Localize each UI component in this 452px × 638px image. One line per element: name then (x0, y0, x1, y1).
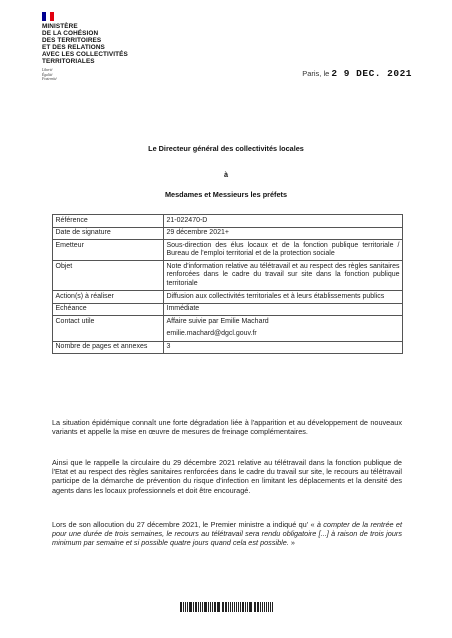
flag-red (50, 12, 54, 21)
emitter-label: Emetteur (53, 240, 164, 261)
barcode-bar (270, 602, 271, 612)
flag-icon (42, 12, 54, 21)
sender-line: Le Directeur général des collectivités locales (148, 144, 304, 153)
object-value: Note d'information relative au télétravail et au respect des règles sanitaires renforcées dans le cadre du travail sur site dans la fonction publique territoriale (164, 261, 403, 291)
table-row (53, 240, 403, 261)
contact-person: Affaire suivie par Emilie Machard (166, 317, 269, 325)
barcode-bar (250, 602, 252, 612)
contact-email: emilie.machard@dgcl.gouv.fr (166, 330, 257, 338)
recipients-line: Mesdames et Messieurs les préfets (164, 190, 288, 199)
table-row (53, 291, 403, 304)
republic-motto: Liberté Égalité Fraternité (42, 68, 57, 82)
barcode-bar (225, 602, 227, 612)
contact-label: Contact utile (53, 316, 164, 341)
barcode-bar (212, 602, 213, 612)
barcode-bar (195, 602, 197, 612)
date-stamp: 2 9 DEC. 2021 (331, 68, 412, 79)
signature-date-value: 29 décembre 2021+ (164, 227, 403, 240)
deadline-label: Echéance (53, 303, 164, 316)
ministry-name: MINISTÈRE DE LA COHÉSION DES TERRITOIRES ET DES RELATIONS AVEC LES COLLECTIVITÉS TERRITORIALES (42, 23, 128, 65)
paragraph-1: La situation épidémique connaît une forte dégradation liée à l'apparition et au développement de nouveaux variants et appelle la mise en œuvre de mesures de freinage complémentaires. (52, 418, 402, 437)
paragraph-3 (52, 520, 402, 548)
barcode-bar (187, 602, 188, 612)
metadata-table (52, 214, 403, 354)
barcode-bar (264, 602, 265, 612)
contact-cell (164, 316, 403, 341)
table-row (53, 227, 403, 240)
barcode-bar (219, 602, 220, 612)
paragraph-3-end: » (288, 538, 295, 548)
ministry-logo (42, 12, 128, 81)
table-row (53, 215, 403, 228)
barcode-bar (205, 602, 207, 612)
barcode-bar (268, 602, 270, 612)
actions-value: Diffusion aux collectivités territoriales et à leurs établissements publics (164, 291, 403, 304)
pages-label: Nombre de pages et annexes (53, 341, 164, 354)
to-word: à (223, 170, 229, 179)
table-row (53, 316, 403, 341)
paragraph-2: Ainsi que le rappelle la circulaire du 29 décembre 2021 relative au télétravail dans la fonction publique de l'Etat et au respect des règles sanitaires renforcées dans le cadre du travail sur site, le recours au télétravail participe de la démarche de prévention du risque d'infection en limitant les déplacements et la densité des agents dans les locaux professionnels et doit être encouragé. (52, 458, 402, 495)
barcode (180, 602, 274, 612)
paragraph-3-quote: à compter de la rentrée et pour une durée de trois semaines, le recours au télétravail sera rendu obligatoire [...] à raison de trois jours minimum par semaine et si possible quatre jours quand cela est possible. (52, 520, 402, 548)
barcode-bar (189, 602, 191, 612)
reference-label: Référence (53, 215, 164, 228)
deadline-value: Immédiate (164, 303, 403, 316)
reference-value: 21-022470-D (164, 215, 403, 228)
barcode-bar (180, 602, 182, 612)
table-row (53, 341, 403, 354)
date-prefix: Paris, le (302, 69, 330, 78)
signature-date-label: Date de signature (53, 227, 164, 240)
barcode-bar (238, 602, 239, 612)
barcode-bar (236, 602, 238, 612)
barcode-bar (217, 602, 219, 612)
emitter-value: Sous-direction des élus locaux et de la fonction publique territoriale / Bureau de l'emploi territorial et de la protection sociale (164, 240, 403, 261)
table-row (53, 261, 403, 291)
barcode-bar (200, 602, 201, 612)
barcode-bar (272, 602, 273, 612)
barcode-bar (214, 602, 216, 612)
date-line (302, 68, 412, 79)
paragraph-3-lead: Lors de son allocution du 27 décembre 2021, le Premier ministre a indiqué qu' « (52, 520, 317, 529)
object-label: Objet (53, 261, 164, 291)
barcode-bar (257, 602, 259, 612)
actions-label: Action(s) à réaliser (53, 291, 164, 304)
barcode-bar (193, 602, 194, 612)
barcode-bar (242, 602, 244, 612)
barcode-bar (232, 602, 233, 612)
pages-value: 3 (164, 341, 403, 354)
table-row (53, 303, 403, 316)
barcode-bar (245, 602, 246, 612)
